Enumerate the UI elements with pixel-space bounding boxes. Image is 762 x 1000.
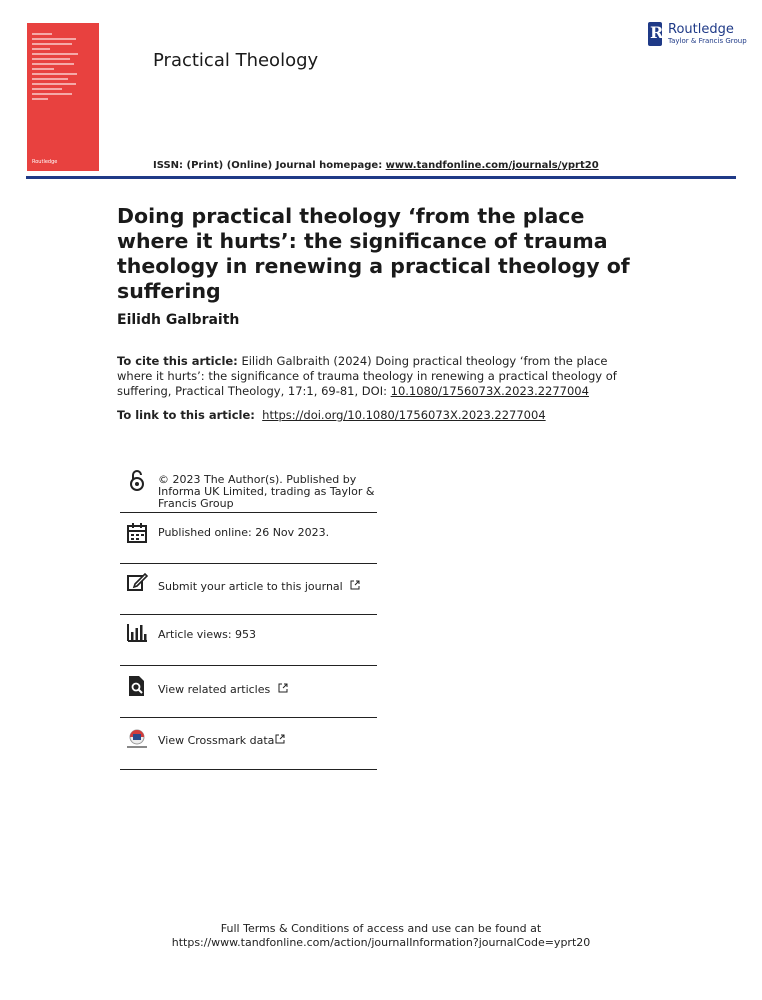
issn-line <box>153 160 599 171</box>
open-access-icon <box>126 470 148 492</box>
article-link-block <box>117 408 677 422</box>
submit-article-label: Submit your article to this journal <box>158 580 343 593</box>
footer <box>0 922 762 950</box>
related-row[interactable] <box>120 667 377 718</box>
journal-cover <box>27 23 99 171</box>
citation-doi-link[interactable]: 10.1080/1756073X.2023.2277004 <box>390 384 589 398</box>
issn-label: ISSN: (Print) (Online) Journal homepage: <box>153 160 386 171</box>
external-link-icon <box>350 580 360 590</box>
article-title: Doing practical theology ‘from the place where it hurts’: the significance of trauma theology in renewing a practical theology of suffering <box>117 204 630 303</box>
external-link-icon <box>278 683 288 693</box>
journal-homepage-link[interactable]: www.tandfonline.com/journals/yprt20 <box>385 160 599 171</box>
submit-article-link[interactable] <box>158 580 360 593</box>
related-articles-label: View related articles <box>158 683 271 696</box>
cover-publisher: Routledge <box>32 159 58 165</box>
edit-icon <box>126 571 148 593</box>
cover-toc-lines <box>32 33 80 103</box>
citation-text: Eilidh Galbraith (2024) Doing practical theology ‘from the place where it hurts’: the significance of trauma theology in renewing a practical theology of suffering, Practical Theology, 17:1, 69-81, DOI: <box>117 354 617 398</box>
link-label: To link to this article: <box>117 408 255 422</box>
external-link-icon <box>275 734 285 744</box>
article-views: Article views: 953 <box>158 628 257 641</box>
crossmark-link[interactable] <box>158 734 285 747</box>
citation-block <box>117 354 637 399</box>
header-divider <box>26 176 736 179</box>
calendar-icon <box>126 522 148 544</box>
publisher-name: Routledge <box>668 22 734 37</box>
related-articles-link[interactable] <box>158 683 288 696</box>
journal-title: Practical Theology <box>153 50 319 71</box>
search-document-icon <box>126 675 148 697</box>
publisher-subtitle: Taylor & Francis Group <box>668 37 747 45</box>
bar-chart-icon <box>126 622 148 644</box>
views-row <box>120 616 377 666</box>
citation-label: To cite this article: <box>117 354 238 368</box>
routledge-r-icon: R <box>648 22 662 46</box>
footer-terms-link[interactable]: https://www.tandfonline.com/action/journalInformation?journalCode=yprt20 <box>171 936 591 949</box>
article-author: Eilidh Galbraith <box>117 312 240 328</box>
published-date: Published online: 26 Nov 2023. <box>158 526 330 539</box>
crossmark-row[interactable] <box>120 719 377 770</box>
published-row <box>120 514 377 564</box>
article-doi-link[interactable]: https://doi.org/10.1080/1756073X.2023.2277004 <box>262 408 546 422</box>
submit-row[interactable] <box>120 565 377 615</box>
crossmark-label: View Crossmark data <box>158 734 275 747</box>
license-row <box>120 466 377 513</box>
cover-title <box>83 31 99 166</box>
crossmark-icon <box>126 728 148 750</box>
footer-terms-text: Full Terms & Conditions of access and use can be found at <box>220 922 542 935</box>
license-text: © 2023 The Author(s). Published by Informa UK Limited, trading as Taylor & Francis Group <box>158 473 375 510</box>
